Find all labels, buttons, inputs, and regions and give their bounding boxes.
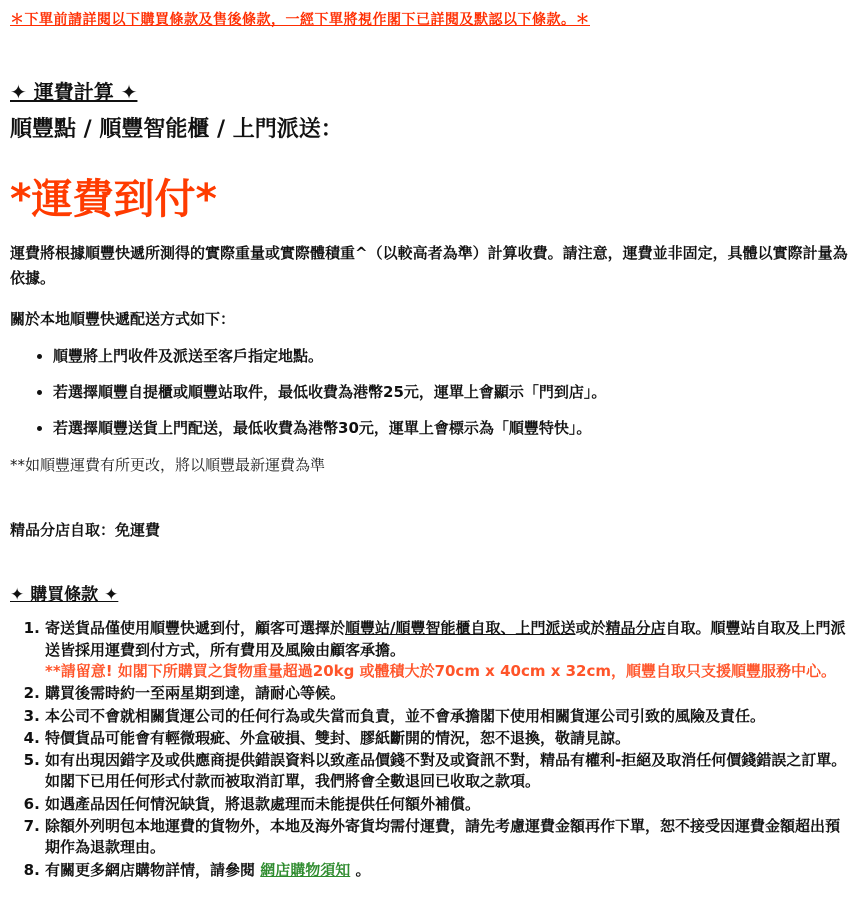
term8-text-part1: 有關更多網店購物詳情，請參閱	[45, 860, 261, 879]
delivery-bullet-list	[10, 346, 851, 439]
term-item-courier-liability: 3. 本公司不會就相關貨運公司的任何行為或失當而負責，並不會承擔閣下使用相關貨運公司引致的風險及責任。	[45, 706, 851, 727]
term-item-freight-refund-policy: 7. 除額外列明包本地運費的貨物外，本地及海外寄貨均需付運費，請先考慮運費金額再作下單，恕不接受因運費金額超出預期作為退款理由。	[45, 816, 851, 859]
freight-intro-paragraph: 運費將根據順豐快遞所測得的實際重量或實際體積重^（以較高者為準）計算收費。請注意，運費並非固定，具體以實際計量為依據。	[10, 244, 848, 288]
term1-underlined-boutique: 精品分店	[605, 619, 666, 638]
term8-text-part2: 。	[350, 860, 371, 879]
shop-notice-link[interactable]: 網店購物須知	[260, 860, 351, 879]
term1-text-part1: 寄送貨品僅使用順豐快遞到付，顧客可選擇於	[45, 619, 346, 638]
term-item-out-of-stock: 6. 如遇產品因任何情況缺貨，將退款處理而未能提供任何額外補償。	[45, 794, 851, 815]
freight-collect-headline: *運費到付*	[10, 175, 217, 223]
local-delivery-title: 關於本地順豐快遞配送方式如下：	[10, 310, 236, 329]
bullet-item-locker-station-fee: • 若選擇順豐自提櫃或順豐站取件，最低收費為港幣25元，運單上會顯示「門到店」。	[53, 382, 851, 403]
term-item-price-errors: 5. 如有出現因錯字及或供應商提供錯誤資料以致產品價錢不對及或資訊不對，精品有權利-拒絕及取消任何價錢錯誤之訂單。如閣下已用任何形式付款而被取消訂單，我們將會全數退回已收取之款項。	[45, 750, 851, 793]
term-item-sale-goods-condition: 4. 特價貨品可能會有輕微瑕疵、外盒破損、雙封、膠紙斷開的情況，恕不退換，敬請見諒。	[45, 728, 851, 749]
delivery-methods-subheading: 順豐點 / 順豐智能櫃 / 上門派送：	[10, 117, 343, 142]
term1-text-part3: 自取。順豐站自取及上門派送皆採用運費到付方式，所有費用及風險由顧客承擔。	[45, 619, 846, 659]
term1-text-part2: 或於	[575, 619, 606, 638]
term-item-delivery-time: 2. 購買後需時約一至兩星期到達，請耐心等候。	[45, 683, 851, 704]
term1-underlined-pickup-options: 順豐站/順豐智能櫃自取、上門派送	[345, 619, 576, 638]
term-item-shipping-options	[45, 618, 851, 682]
oversize-warning: **請留意! 如閣下所購買之貨物重量超過20kg 或體積大於70cm x 40cm x 32cm，順豐自取只支援順豐服務中心。	[45, 661, 836, 680]
purchase-terms-list	[10, 618, 851, 881]
store-pickup-note: 精品分店自取：免運費	[10, 521, 161, 540]
purchase-terms-heading: ✦ 購買條款 ✦	[10, 585, 119, 606]
fee-change-note: **如順豐運費有所更改，將以順豐最新運費為準	[10, 456, 326, 475]
bullet-item-pickup-delivery: • 順豐將上門收件及派送至客戶指定地點。	[53, 346, 851, 367]
bullet-item-door-delivery-fee: • 若選擇順豐送貨上門配送，最低收費為港幣30元，運單上會標示為「順豐特快」。	[53, 418, 851, 439]
term-item-more-info	[45, 860, 851, 881]
shipping-section-heading: ✦ 運費計算 ✦	[10, 80, 138, 104]
top-notice: ＊下單前請詳閱以下購買條款及售後條款，一經下單將視作閣下已詳閱及默認以下條款。＊	[10, 12, 590, 28]
